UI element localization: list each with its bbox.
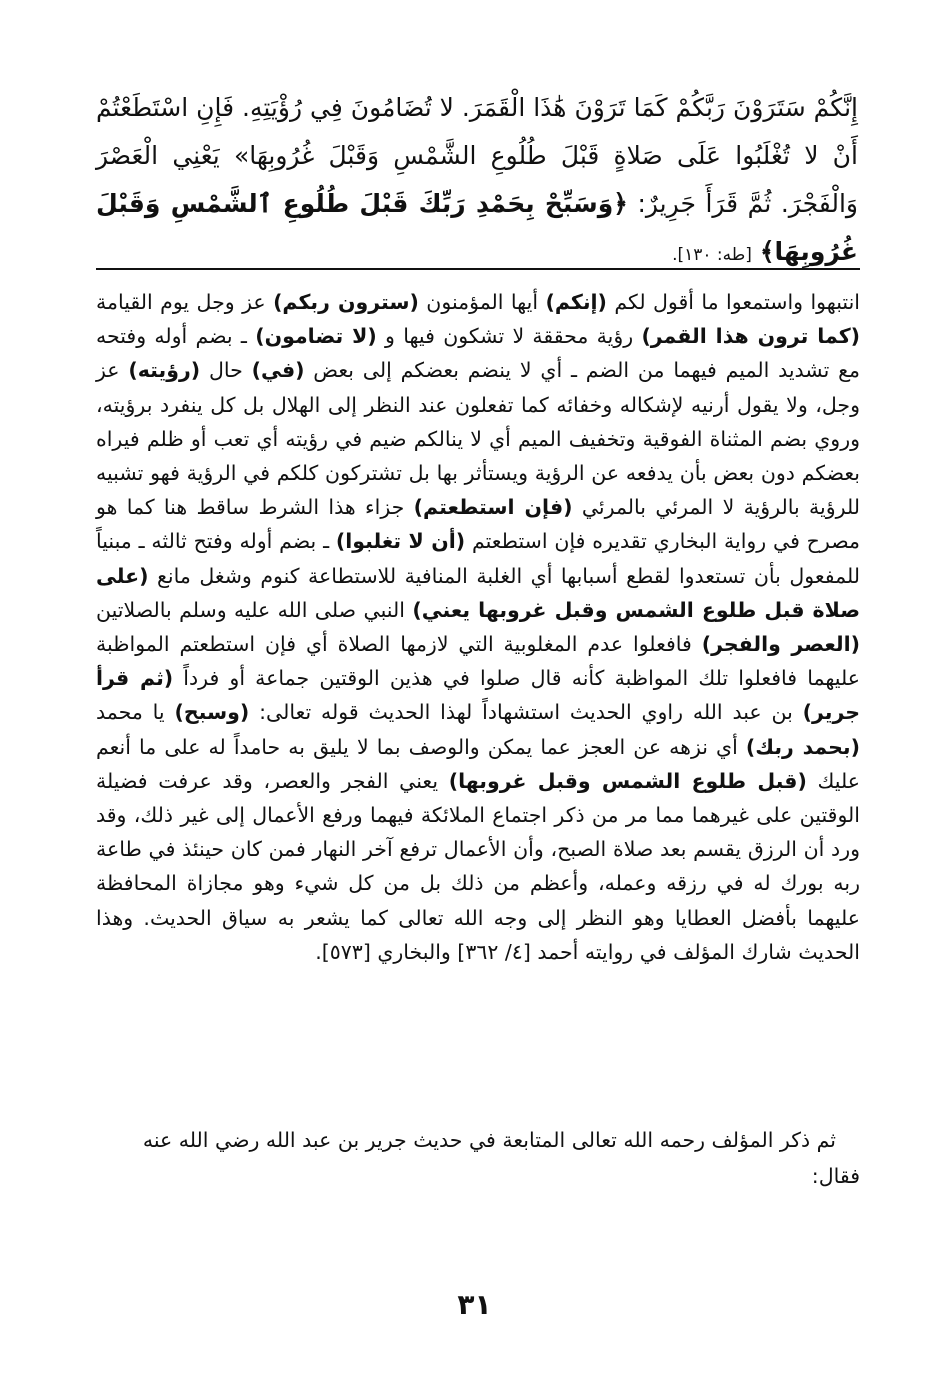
commentary-quote: (العصر والفجر): [701, 632, 861, 657]
commentary-segment: جزاء هذا الشرط ساقط هنا كما هو مصرح في رواية البخاري تقديره فإن استطعتم: [96, 495, 860, 554]
commentary-segment: يا محمد: [96, 700, 175, 725]
verse-reference: [طه: ١٣٠].: [672, 245, 752, 265]
commentary-quote: (إنكم): [545, 290, 607, 314]
commentary-segment: عز وجل يوم القيامة: [96, 290, 274, 314]
commentary-quote: (وسبح): [174, 700, 250, 725]
commentary-segment: عز وجل، ولا يقول أرنيه لإشكاله وخفائه كما تفعلون عند النظر إلى الهلال بل كل ينفرد برؤيته، وروي بضم المثناة الفوقية وتخفيف الميم أي لا ينالكم ضيم في رؤيته أي تعب أو ظلم فيراه بعضكم دون بعض بأن يدفعه عن الرؤية ويستأثر بها بل تشتركون كلكم في الرؤية فهو تشبيه للرؤية بالرؤية لا المرئي بالمرئي: [96, 358, 860, 520]
commentary-segment: حال: [200, 358, 252, 383]
commentary-quote: (رؤيته): [128, 358, 201, 383]
closing-paragraph: [96, 1122, 860, 1194]
separator-line: [96, 268, 860, 270]
page-number: ٣١: [457, 1288, 492, 1321]
commentary-quote: (على صلاة قبل طلوع الشمس وقبل غروبها يعني): [96, 563, 861, 622]
hadith-text-block: [96, 84, 858, 279]
commentary-segment: أي نزهه عن العجز عما يمكن والوصف بما لا يليق به حامداً له على ما أنعم عليك: [96, 734, 860, 793]
commentary-quote: (فإن استطعتم): [413, 495, 573, 520]
commentary-segment: يعني الفجر والعصر، وقد عرفت فضيلة الوقتين على غيرهما مما مر من ذكر اجتماع الملائكة فيهما ورفع الأعمال إلى غير ذلك، وقد ورد أن الرزق يقسم بعد صلاة الصبح، وأن الأعمال ترفع آخر النهار فمن كان حينئذ في طاعة ربه بورك له في رزقه وعمله، وأعظم من ذلك بل من كل شيء وهو مجازاة المحافظة عليهما بأفضل العطايا وهو النظر إلى وجه الله تعالى كما يشعر به سياق الحديث. وهذا الحديث شارك المؤلف في روايته أحمد [٤/ ٣٦٢] والبخاري [٥٧٣].: [96, 768, 860, 964]
commentary-segment: ـ بضم أوله وفتح ثالثه ـ مبنياً للمفعول بأن تستعدوا لقطع أسبابها أي الغلبة المنافية للاستطاعة كنوم وشغل مانع: [96, 529, 860, 588]
closing-text: ثم ذكر المؤلف رحمه الله تعالى المتابعة في حديث جرير بن عبد الله رضي الله عنه فقال:: [142, 1128, 860, 1188]
commentary-segment: النبي صلى الله عليه وسلم بالصلاتين: [96, 597, 413, 622]
commentary-quote: (كما ترون هذا القمر): [641, 324, 860, 349]
commentary-quote: (بحمد ربك): [745, 734, 860, 759]
commentary-segment: رؤية محققة لا تشكون فيها و: [376, 324, 642, 349]
hadith-text: إِنَّكُمْ سَتَرَوْنَ رَبَّكُمْ كَمَا تَرَوْنَ هَٰذَا الْقَمَرَ. لا تُضَامُونَ فِي رُؤْيَتِهِ. فَإِنِ اسْتَطَعْتُمْ أَنْ لا تُغْلَبُوا عَلَى صَلاةٍ قَبْلَ طُلُوعِ الشَّمْسِ وَقَبْلَ غُرُوبِهَا» يَعْنِي الْعَصْرَ وَالْفَجْرَ. ثُمَّ قَرَأَ جَرِيرٌ:: [96, 93, 858, 218]
commentary-quote: (ثم قرأ جرير): [96, 666, 860, 725]
commentary-quote: (أن لا تغلبوا): [335, 529, 466, 554]
commentary-quote: (سترون ربكم): [273, 290, 419, 314]
commentary-segment: بن عبد الله راوي الحديث استشهاداً لهذا الحديث قوله تعالى:: [249, 700, 803, 725]
commentary-segment: ـ بضم أوله وفتحه مع تشديد الميم فيهما من الضم ـ أي لا ينضم بعضكم إلى بعض: [96, 324, 860, 383]
commentary-quote: (قبل طلوع الشمس وقبل غروبها): [448, 768, 807, 793]
commentary-quote: (لا تضامون): [255, 324, 377, 349]
commentary-segment: انتبهوا واستمعوا ما أقول لكم: [606, 290, 860, 314]
commentary-quote: (في): [251, 358, 305, 383]
commentary-segment: أيها المؤمنون: [418, 290, 546, 314]
commentary-segment: فافعلوا عدم المغلوبية التي لازمها الصلاة أي فإن استطعتم المواظبة عليهما فافعلوا تلك المواظبة كأنه قال صلوا في هذين الوقتين جماعة أو فرداً: [96, 632, 860, 691]
commentary-paragraph: [96, 285, 860, 969]
quran-verse: ﴿وَسَبِّحْ بِحَمْدِ رَبِّكَ قَبْلَ طُلُوعِ ٱلشَّمْسِ وَقَبْلَ غُرُوبِهَا﴾: [96, 189, 858, 266]
